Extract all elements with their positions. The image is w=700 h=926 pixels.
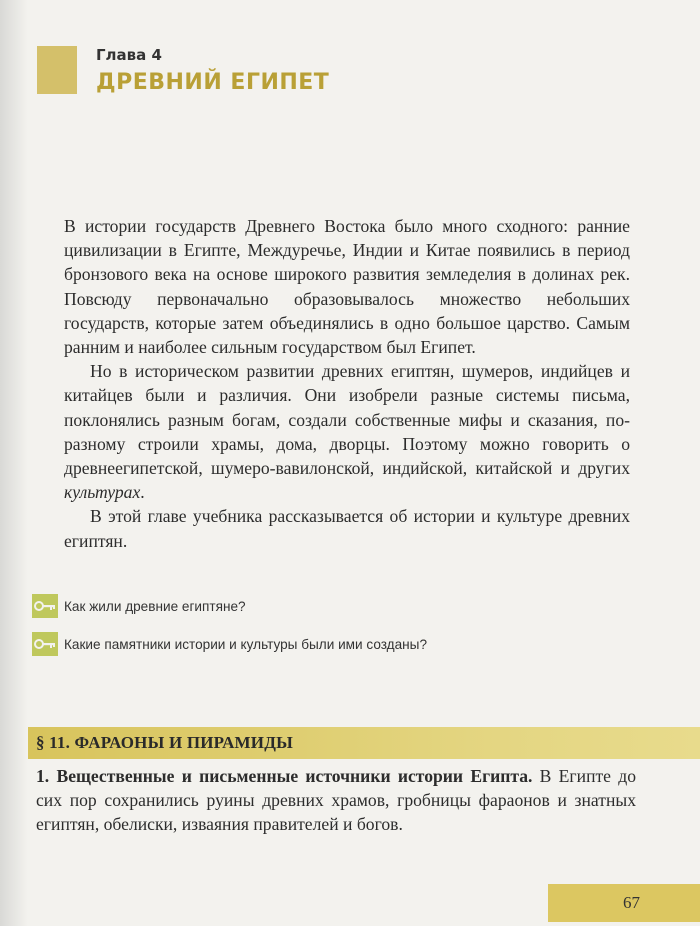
subsection-paragraph	[36, 764, 636, 837]
chapter-marker-block	[37, 46, 77, 94]
intro-paragraph-2-emphasis: культурах	[64, 482, 141, 503]
key-icon	[32, 632, 58, 656]
page-binding-shadow	[0, 0, 28, 926]
intro-paragraph-2	[64, 359, 630, 504]
key-icon-svg	[34, 599, 56, 613]
question-item	[32, 632, 427, 656]
intro-paragraph-2-end: .	[140, 482, 145, 503]
intro-text	[64, 214, 630, 553]
section-heading-bar	[28, 727, 700, 759]
key-icon-svg	[34, 637, 56, 651]
intro-paragraph-1: В истории государств Древнего Востока было много сходного: ранние цивилизации в Египте, Междуречье, Индии и Китае появились в период бронзового века на основе широкого развития земледелия в долинах рек. Повсюду первоначально образовывалось множество небольших государств, которые затем объединялись в одно большое царство. Самым ранним и наиболее сильным государством был Египет.	[64, 216, 630, 358]
section-title: § 11. ФАРАОНЫ И ПИРАМИДЫ	[36, 733, 294, 752]
chapter-label: Глава 4	[96, 46, 162, 64]
intro-paragraph-3: В этой главе учебника рассказывается об истории и культуре древних египтян.	[64, 506, 630, 551]
page-number-bar	[548, 884, 700, 922]
key-icon	[32, 594, 58, 618]
subsection-text: В Египте до сих пор сохранились руины древних храмов, гробницы фараонов и знатных египтян, обелиски, изваяния правителей и богов.	[36, 766, 636, 835]
question-text: Какие памятники истории и культуры были ими созданы?	[64, 636, 428, 652]
question-item	[32, 594, 246, 618]
question-text: Как жили древние египтяне?	[64, 598, 246, 614]
chapter-title: ДРЕВНИЙ ЕГИПЕТ	[96, 70, 330, 95]
subsection-title: 1. Вещественные и письменные источники истории Египта.	[36, 766, 533, 786]
page-number: 67	[623, 893, 640, 912]
intro-paragraph-2-text: Но в историческом развитии древних египтян, шумеров, индийцев и китайцев были и различия. Они изобрели разные системы письма, поклонялись разным богам, создали собственные мифы и сказания, по-разному строили храмы, дома, дворцы. Поэтому можно говорить о древнеегипетской, шумеро-вавилонской, индийской, китайской и других	[64, 361, 630, 479]
